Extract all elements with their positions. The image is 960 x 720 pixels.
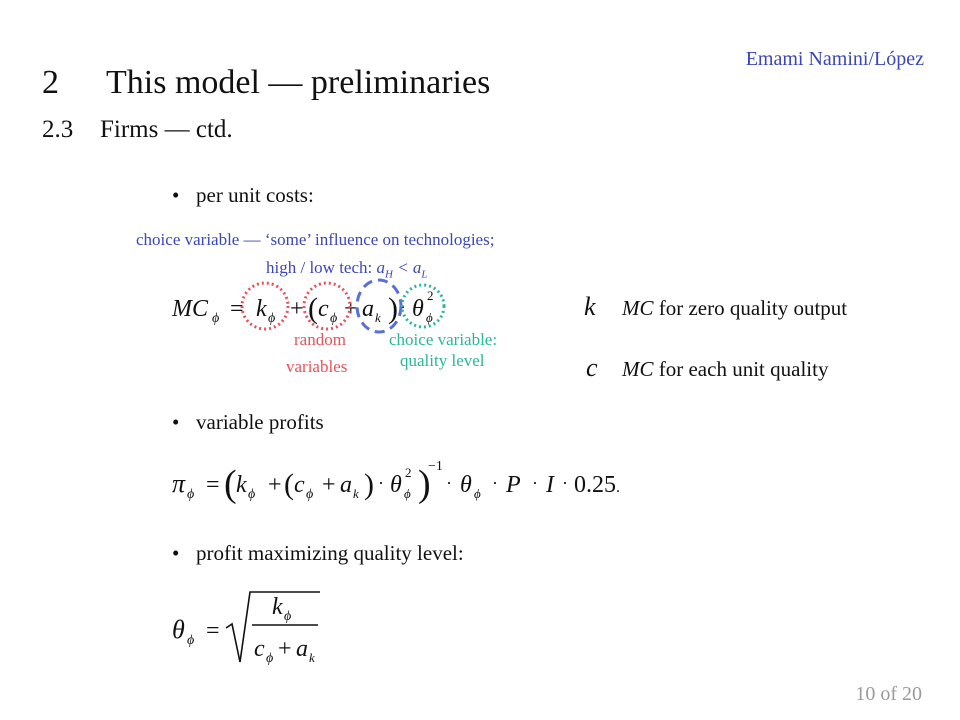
dot-operator: ·: [446, 473, 452, 493]
random-note-line2: variables: [286, 357, 348, 376]
exponent-minus-one: −1: [428, 459, 443, 474]
subsection-number: 2.3: [42, 116, 74, 143]
phi-subscript: ϕ: [306, 487, 314, 502]
k-symbol: k: [256, 296, 267, 322]
section-title: This model — preliminaries: [106, 64, 491, 101]
legend-symbol-c: c: [586, 353, 598, 382]
period: .: [616, 479, 620, 496]
tech-note-prefix: high / low tech:: [266, 258, 377, 277]
bullet-text: per unit costs:: [196, 183, 314, 207]
k-subscript: k: [375, 310, 381, 325]
exponent-two: 2: [427, 288, 434, 303]
subsection-title: Firms — ctd.: [100, 116, 233, 143]
i-symbol: I: [546, 472, 554, 498]
dot-operator: ·: [400, 297, 406, 317]
bullet-text: variable profits: [196, 410, 324, 434]
mc-symbol: MC: [172, 296, 208, 322]
theta-symbol: θ: [460, 472, 472, 498]
page-number: 10 of 20: [855, 683, 922, 705]
plus-sign: +: [344, 296, 358, 322]
a-symbol: a: [362, 296, 374, 322]
close-paren: ): [388, 292, 398, 325]
c-symbol: c: [318, 296, 329, 322]
plus-sign: +: [268, 472, 282, 498]
equals-sign: =: [230, 296, 244, 322]
tech-inequality: $a_H < a_L$: [376, 258, 428, 281]
dot-operator: ·: [532, 473, 538, 493]
bullet-profit-max: [172, 541, 464, 566]
section-number: 2: [42, 64, 59, 101]
legend-description: for each unit quality: [658, 357, 829, 381]
k-symbol: k: [236, 472, 247, 498]
legend-text-c: [622, 357, 828, 382]
quality-note-line2: quality level: [400, 351, 485, 370]
quality-note-line1: choice variable:: [389, 330, 498, 349]
a-symbol: a: [340, 472, 352, 498]
c-symbol: c: [294, 472, 305, 498]
phi-subscript: ϕ: [268, 311, 276, 326]
k-symbol: k: [272, 594, 283, 620]
legend-mc-label: MC: [622, 296, 654, 320]
choice-variable-note: choice variable — ‘some’ influence on technologies;: [136, 230, 495, 249]
pi-symbol: π: [172, 469, 186, 498]
phi-subscript: ϕ: [404, 486, 411, 501]
bullet-dot: •: [172, 183, 180, 207]
random-note-line1: random: [294, 330, 346, 349]
equals-sign: =: [206, 618, 220, 644]
phi-subscript: ϕ: [187, 487, 195, 502]
phi-subscript: ϕ: [266, 651, 274, 666]
dot-operator: ·: [492, 473, 498, 493]
plus-sign: +: [322, 472, 336, 498]
phi-subscript: ϕ: [474, 486, 481, 501]
k-subscript: k: [353, 486, 359, 501]
legend-description: for zero quality output: [658, 296, 848, 320]
phi-subscript: ϕ: [284, 609, 292, 624]
p-symbol: P: [506, 472, 521, 498]
k-subscript: k: [309, 650, 315, 665]
open-paren: (: [308, 292, 318, 325]
dot-operator: ·: [562, 473, 568, 493]
theta-symbol: θ: [172, 615, 185, 644]
close-paren: ): [364, 468, 374, 501]
bullet-dot: •: [172, 410, 180, 434]
phi-subscript: ϕ: [330, 311, 338, 326]
open-paren: (: [284, 468, 294, 501]
legend-text-k: [622, 296, 847, 321]
author-label: Emami Namini/López: [745, 48, 924, 70]
big-open-paren: (: [224, 463, 237, 505]
theta-symbol: θ: [390, 472, 402, 498]
plus-sign: +: [278, 636, 292, 662]
dot-operator: ·: [378, 473, 384, 493]
exponent-two: 2: [405, 465, 412, 480]
phi-subscript: ϕ: [187, 633, 195, 648]
c-symbol: c: [254, 636, 265, 662]
bullet-variable-profits: [172, 410, 324, 435]
phi-subscript: ϕ: [426, 310, 433, 325]
bullet-text: profit maximizing quality level:: [196, 541, 464, 565]
bullet-dot: •: [172, 541, 180, 565]
phi-subscript: ϕ: [248, 487, 256, 502]
theta-symbol: θ: [412, 296, 424, 322]
legend-symbol-k: k: [584, 292, 596, 321]
plus-sign: +: [290, 296, 304, 322]
equals-sign: =: [206, 472, 220, 498]
constant-value: 0.25: [574, 472, 616, 498]
legend-mc-label: MC: [622, 357, 654, 381]
phi-subscript: ϕ: [212, 311, 220, 326]
a-symbol: a: [296, 636, 308, 662]
big-close-paren: ): [418, 463, 431, 505]
